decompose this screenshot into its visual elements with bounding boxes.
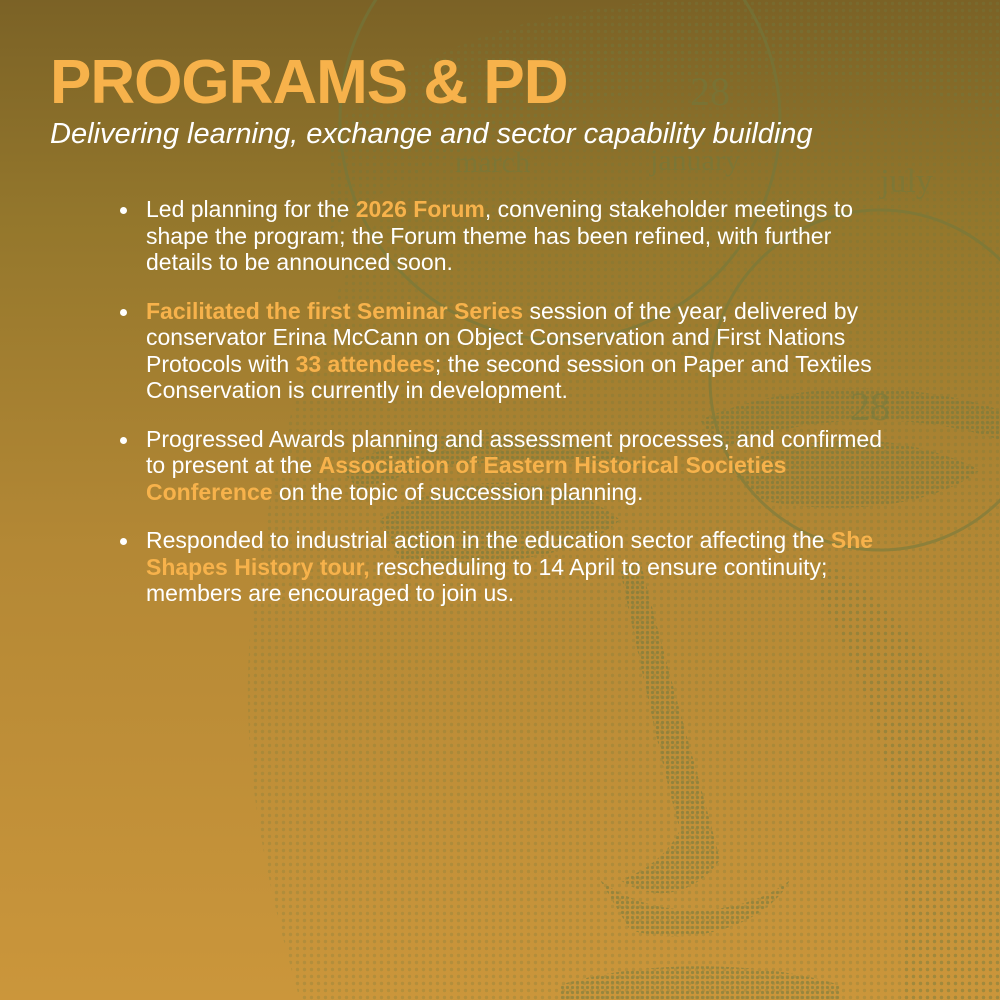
bullet-item [120,196,890,276]
bg-text-28-top: 28 [690,69,730,114]
page-title: PROGRAMS & PD [50,48,568,117]
bullet-highlight: She Shapes History tour, [146,527,874,580]
bullet-text-part: Responded to industrial action in the education sector affecting the [146,527,831,553]
bullet-dot-icon [120,207,127,214]
bullet-item [120,426,890,506]
bullet-text-part: session of the year, delivered by conservator Erina McCann on Object Conservation and First Nations Protocols with [146,297,859,377]
page-subtitle: Delivering learning, exchange and sector capability building [50,118,813,150]
bullet-text-part: on the topic of succession planning. [272,478,644,505]
bg-text-28-mid: 28 [850,384,890,429]
bullet-dot-icon [120,538,127,545]
bullet-text-part: Progressed Awards planning and assessment processes, and confirmed to present at the [146,425,882,478]
bullet-item [120,527,890,607]
bg-text-january: january [650,144,740,177]
bullet-dot-icon [120,309,127,316]
bullet-highlight: Association of Eastern Historical Societies Conference [146,452,787,505]
bullet-highlight: 2026 Forum [355,196,485,222]
bullet-highlight: 33 attendees [295,350,435,377]
bullet-item [120,298,890,404]
bg-text-july: july [880,163,933,200]
bullet-text-part: , convening stakeholder meetings to shape the program; the Forum theme has been refined, with further details to be announced soon. [146,196,854,275]
bullet-text-part: Led planning for the [146,196,356,222]
bullet-text-part: rescheduling to 14 April to ensure continuity; members are encouraged to join us. [146,553,828,606]
bullet-list [120,196,890,629]
bullet-highlight: Facilitated the first Seminar Series [146,297,524,324]
bullet-text-part: ; the second session on Paper and Textiles Conservation is currently in development. [146,350,872,403]
bullet-dot-icon [120,437,127,444]
bg-text-march: march [455,146,530,179]
